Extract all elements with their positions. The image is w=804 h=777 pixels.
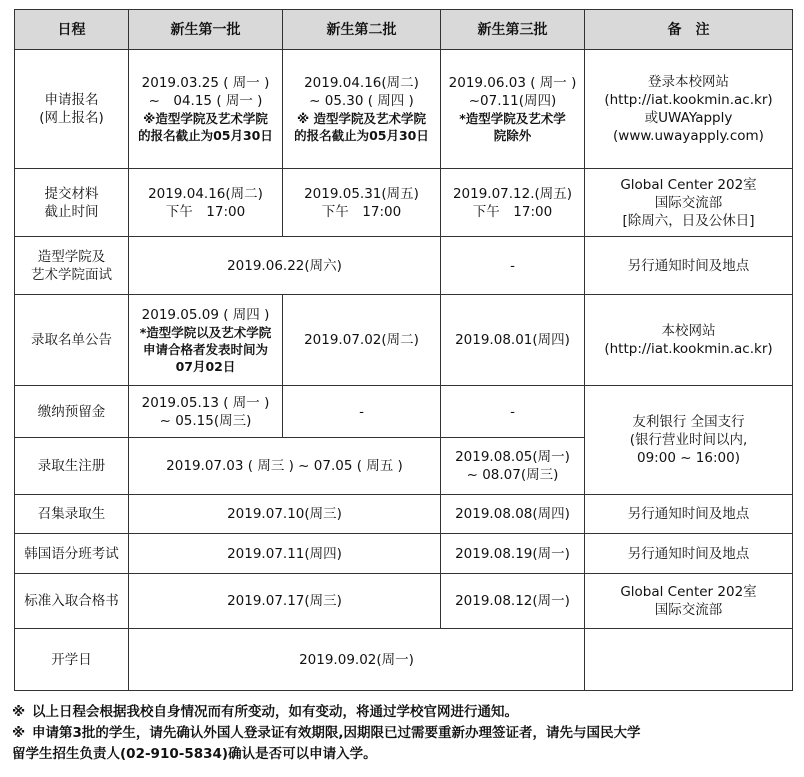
label-additional: 召集录取生 (15, 495, 129, 534)
application-batch-3: 2019.06.03 ( 周一 ) ~07.11(周四) *造型学院及艺术学 院除外 (441, 50, 585, 169)
submission-remark: Global Center 202室 国际交流部 [除周六，日及公休日] (585, 169, 793, 237)
row-interview (15, 237, 793, 295)
header-row (15, 10, 793, 50)
semester-start-remark (585, 629, 793, 691)
header-batch-3: 新生第三批 (441, 10, 585, 50)
korean-test-remark: 另行通知时间及地点 (585, 534, 793, 574)
label-submission: 提交材料 截止时间 (15, 169, 129, 237)
registration-batch-1-2: 2019.07.03 ( 周三 ) ~ 07.05 ( 周五 ) (129, 438, 441, 495)
submission-batch-3: 2019.07.12.(周五) 下午 17:00 (441, 169, 585, 237)
label-application: 申请报名 (网上报名) (15, 50, 129, 169)
registration-batch-3: 2019.08.05(周一) ~ 08.07(周三) (441, 438, 585, 495)
submission-batch-1: 2019.04.16(周二) 下午 17:00 (129, 169, 283, 237)
label-deposit: 缴纳预留金 (15, 386, 129, 438)
label-certificate: 标准入取合格书 (15, 574, 129, 629)
row-korean-test (15, 534, 793, 574)
footnotes (12, 702, 798, 765)
admission-list-batch-1: 2019.05.09 ( 周四 ) *造型学院以及艺术学院 申请合格者发表时间为 07月02日 (129, 295, 283, 386)
row-semester-start (15, 629, 793, 691)
korean-test-batch-1-2: 2019.07.11(周四) (129, 534, 441, 574)
label-korean-test: 韩国语分班考试 (15, 534, 129, 574)
additional-remark: 另行通知时间及地点 (585, 495, 793, 534)
header-batch-2: 新生第二批 (283, 10, 441, 50)
admission-list-remark: 本校网站 (http://iat.kookmin.ac.kr) (585, 295, 793, 386)
label-interview: 造型学院及 艺术学院面试 (15, 237, 129, 295)
header-schedule: 日程 (15, 10, 129, 50)
row-deposit (15, 386, 793, 438)
row-additional (15, 495, 793, 534)
additional-batch-3: 2019.08.08(周四) (441, 495, 585, 534)
label-semester-start: 开学日 (15, 629, 129, 691)
row-application (15, 50, 793, 169)
admission-list-batch-3: 2019.08.01(周四) (441, 295, 585, 386)
deposit-registration-remark: 友利银行 全国支行 (银行营业时间以内, 09:00 ~ 16:00) (585, 386, 793, 495)
semester-start-date: 2019.09.02(周一) (129, 629, 585, 691)
application-remark: 登录本校网站 (http://iat.kookmin.ac.kr) 或UWAYapply (www.uwayapply.com) (585, 50, 793, 169)
admission-list-batch-2: 2019.07.02(周二) (283, 295, 441, 386)
footnote-2: ※ 申请第3批的学生，请先确认外国人登录证有效期限,因期限已过需要重新办理签证者，请先与国民大学 (12, 723, 798, 744)
deposit-batch-1: 2019.05.13 ( 周一 ) ~ 05.15(周三) (129, 386, 283, 438)
additional-batch-1-2: 2019.07.10(周三) (129, 495, 441, 534)
header-batch-1: 新生第一批 (129, 10, 283, 50)
label-admission-list: 录取名单公告 (15, 295, 129, 386)
application-batch-1: 2019.03.25 ( 周一 ) ~ 04.15 ( 周一 ) ※造型学院及艺术学院 的报名截止为05月30日 (129, 50, 283, 169)
note-mark-icon: ※ (12, 704, 26, 720)
schedule-table (14, 9, 793, 691)
header-remarks: 备 注 (585, 10, 793, 50)
row-submission (15, 169, 793, 237)
certificate-batch-1-2: 2019.07.17(周三) (129, 574, 441, 629)
submission-batch-2: 2019.05.31(周五) 下午 17:00 (283, 169, 441, 237)
label-registration: 录取生注册 (15, 438, 129, 495)
interview-batch-3: - (441, 237, 585, 295)
deposit-batch-3: - (441, 386, 585, 438)
application-batch-2: 2019.04.16(周二) ~ 05.30 ( 周四 ) ※ 造型学院及艺术学院 的报名截止为05月30日 (283, 50, 441, 169)
note-mark-icon: ※ (12, 725, 26, 741)
certificate-remark: Global Center 202室 国际交流部 (585, 574, 793, 629)
interview-remark: 另行通知时间及地点 (585, 237, 793, 295)
korean-test-batch-3: 2019.08.19(周一) (441, 534, 585, 574)
row-admission-list (15, 295, 793, 386)
deposit-batch-2: - (283, 386, 441, 438)
interview-batch-1-2: 2019.06.22(周六) (129, 237, 441, 295)
certificate-batch-3: 2019.08.12(周一) (441, 574, 585, 629)
row-certificate (15, 574, 793, 629)
footnote-2-cont: 留学生招生负责人(02-910-5834)确认是否可以申请入学。 (12, 746, 377, 762)
footnote-1: ※ 以上日程会根据我校自身情况而有所变动，如有变动，将通过学校官网进行通知。 (12, 702, 798, 723)
